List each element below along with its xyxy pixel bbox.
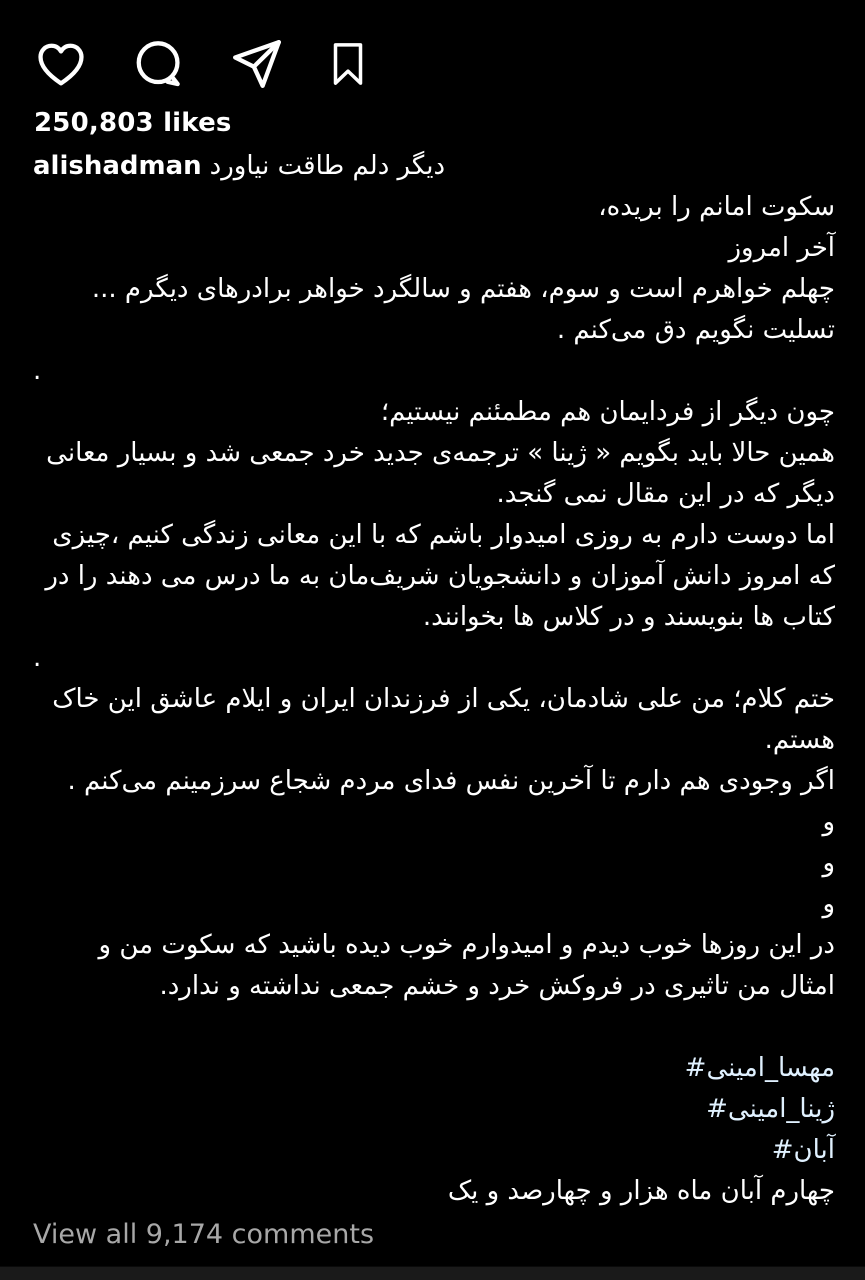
hashtag-link[interactable]: #ژینا_امینی — [706, 1094, 835, 1124]
caption-first-line-text: دیگر دلم طاقت نیاورد — [209, 151, 446, 181]
caption-first-line — [33, 146, 835, 187]
username-link[interactable]: alishadman — [33, 151, 202, 181]
caption-line: و — [822, 807, 835, 837]
caption-line: ختم کلام؛ من علی شادمان، یکی از فرزندان ایران و ایلام عاشق این خاک — [52, 684, 835, 714]
comment-bubble-icon — [132, 37, 186, 91]
caption-line: امثال من تاثیری در فروکش خرد و خشم جمعی نداشته و ندارد. — [159, 971, 835, 1001]
action-bar — [0, 0, 865, 92]
heart-icon — [34, 37, 88, 91]
caption-line: و — [822, 848, 835, 878]
likes-row — [0, 92, 865, 138]
save-button[interactable] — [328, 38, 368, 90]
share-button[interactable] — [230, 37, 284, 91]
caption-line: . — [33, 643, 42, 673]
view-all-comments-link[interactable]: View all 9,174 comments — [33, 1219, 375, 1250]
caption-line: سکوت امانم را بریده، — [598, 192, 835, 222]
caption-line: همین حالا باید بگویم « ژینا » ترجمه‌ی جدید خرد جمعی شد و بسیار معانی — [46, 438, 835, 468]
caption-line: . — [33, 356, 42, 386]
caption-line: چهلم خواهرم است و سوم، هفتم و سالگرد خواهر برادرهای دیگرم ... — [91, 274, 835, 304]
likes-count[interactable]: 250,803 likes — [34, 108, 232, 138]
caption-line: تسلیت نگویم دق می‌کنم . — [556, 315, 835, 345]
caption-line: در این روزها خوب دیدم و امیدوارم خوب دیده باشید که سکوت من و — [98, 930, 835, 960]
caption-line: هستم. — [764, 725, 835, 755]
hashtag-link[interactable]: #آبان — [771, 1135, 835, 1165]
comment-composer-edge[interactable] — [0, 1266, 865, 1280]
caption-lines — [33, 187, 835, 1212]
caption-line: آخر امروز — [728, 233, 835, 263]
caption-line: اگر وجودی هم دارم تا آخرین نفس فدای مردم شجاع سرزمینم می‌کنم . — [67, 766, 835, 796]
bookmark-icon — [328, 38, 368, 90]
caption-line — [33, 1007, 835, 1048]
caption-line: کتاب ها بنویسند و در کلاس ها بخوانند. — [422, 602, 835, 632]
like-button[interactable] — [34, 37, 88, 91]
caption-line: اما دوست دارم به روزی امیدوار باشم که با این معانی زندگی کنیم ،چیزی — [52, 520, 835, 550]
hashtag-link[interactable]: #مهسا_امینی — [684, 1053, 835, 1083]
comment-button[interactable] — [132, 37, 186, 91]
caption — [0, 138, 865, 1212]
caption-line: و — [822, 889, 835, 919]
caption-line: دیگر که در این مقال نمی گنجد. — [496, 479, 835, 509]
caption-line: که امروز دانش آموزان و دانشجویان شریف‌مان به ما درس می دهند را در — [45, 561, 835, 591]
caption-line: چهارم آبان ماه هزار و چهارصد و یک — [447, 1176, 835, 1206]
caption-line: چون دیگر از فردایمان هم مطمئنم نیستیم؛ — [380, 397, 835, 427]
share-paper-plane-icon — [230, 37, 284, 91]
